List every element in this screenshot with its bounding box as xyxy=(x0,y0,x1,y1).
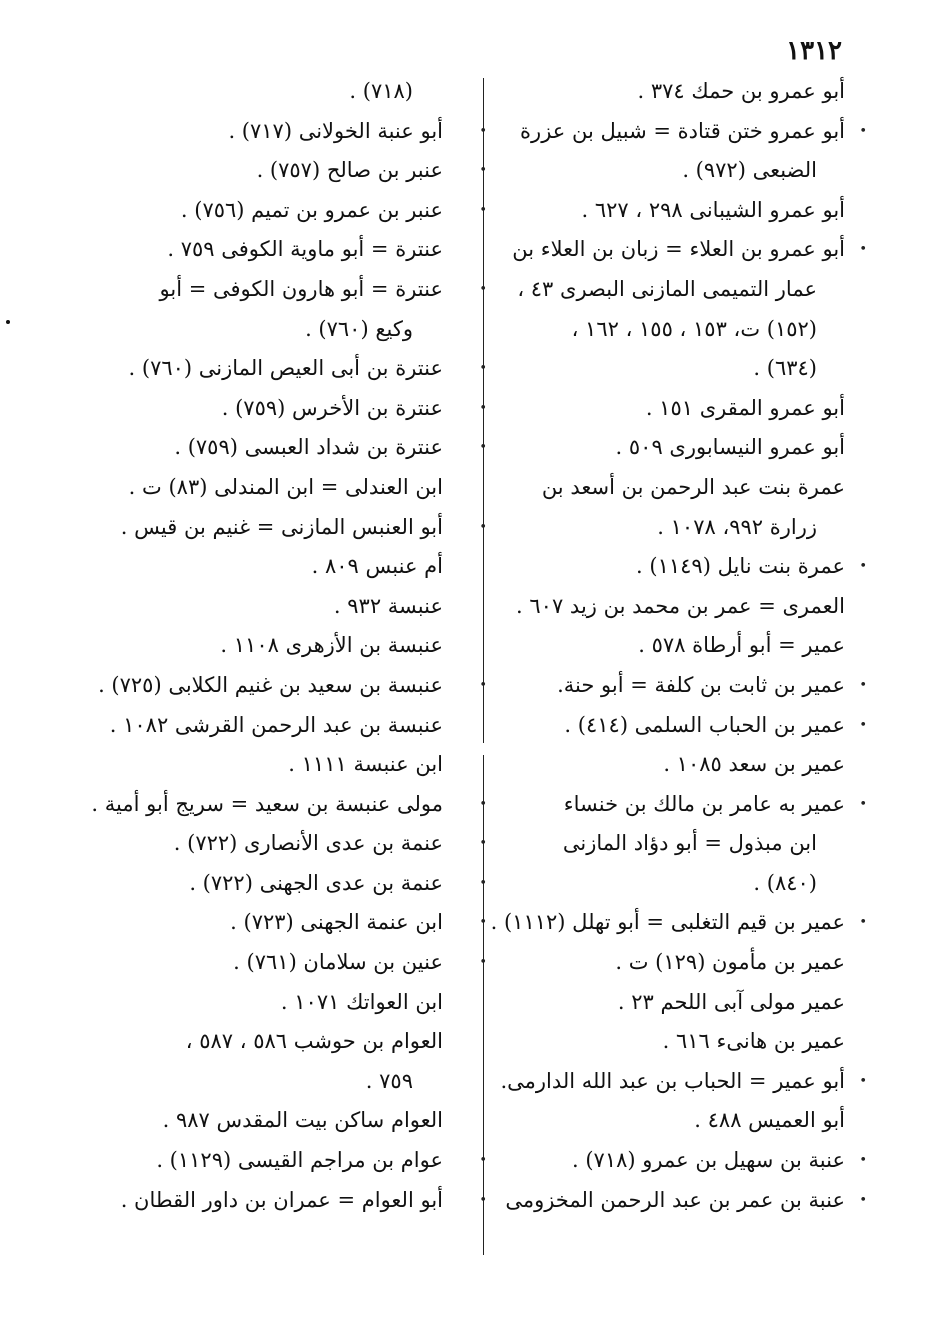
entry-text: (٨٤٠) . xyxy=(753,870,817,895)
entry-text: وكيع (٧٦٠) . xyxy=(305,316,413,341)
index-entry xyxy=(110,587,465,627)
index-entry xyxy=(110,706,465,746)
bullet-marker-icon: • xyxy=(479,875,487,891)
bullet-marker-icon: • xyxy=(859,915,867,931)
entry-text: عنترة بن الأخرس (٧٥٩) . xyxy=(221,395,443,420)
page-number: ١٣١٢ xyxy=(786,36,842,66)
bullet-marker-icon: • xyxy=(479,519,487,535)
index-entry xyxy=(110,230,465,270)
entry-text: ابن عنمة الجهنى (٧٢٣) . xyxy=(230,910,443,935)
index-entry xyxy=(500,191,845,231)
index-entry xyxy=(500,1062,867,1102)
margin-dot xyxy=(6,320,10,324)
index-entry xyxy=(110,983,465,1023)
entry-text: (٦٣٤) . xyxy=(753,356,817,381)
index-entry xyxy=(500,1101,845,1141)
entry-text: عمير به عامر بن مالك بن خنساء xyxy=(563,791,845,816)
index-entry xyxy=(500,468,845,508)
index-entry xyxy=(500,745,845,785)
index-entry xyxy=(91,785,487,825)
bullet-marker-icon: • xyxy=(479,202,487,218)
index-entry xyxy=(500,706,867,746)
index-entry xyxy=(500,112,867,152)
index-entry xyxy=(500,1141,867,1181)
index-entry xyxy=(500,310,845,350)
index-entry xyxy=(110,547,465,587)
right-column xyxy=(490,72,867,1220)
index-entry xyxy=(500,389,845,429)
bullet-marker-icon: • xyxy=(479,281,487,297)
index-entry xyxy=(500,864,845,904)
entry-text: عنمة بن عدى الأنصارى (٧٢٢) . xyxy=(173,831,443,856)
left-column xyxy=(91,72,487,1220)
index-entry xyxy=(110,428,487,468)
bullet-marker-icon: • xyxy=(479,1192,487,1208)
bullet-marker-icon: • xyxy=(479,1153,487,1169)
index-entry xyxy=(110,1101,465,1141)
index-entry xyxy=(500,983,845,1023)
entry-text: أم عنبس ٨٠٩ . xyxy=(311,554,443,579)
index-entry xyxy=(110,310,465,350)
index-entry xyxy=(500,72,845,112)
index-entry xyxy=(98,666,487,706)
entry-text: عمرة بنت عبد الرحمن بن أسعد بن xyxy=(541,474,845,499)
entry-text: ابن العندلى = ابن المندلى (٨٣) ت . xyxy=(128,474,443,499)
bullet-marker-icon: • xyxy=(859,1192,867,1208)
entry-text: عنبة بن عمر بن عبد الرحمن المخزومى xyxy=(505,1187,845,1212)
bullet-marker-icon: • xyxy=(479,796,487,812)
index-entry xyxy=(110,151,487,191)
entry-text: العمرى = عمر بن محمد بن زيد ٦٠٧ . xyxy=(516,593,845,618)
index-entry xyxy=(110,1181,487,1221)
index-entry xyxy=(110,626,465,666)
index-entry xyxy=(500,428,845,468)
entry-text: عنبة بن سهيل بن عمرو (٧١٨) . xyxy=(572,1148,845,1173)
index-entry xyxy=(110,72,465,112)
entry-text: عمير = أبو أرطاة ٥٧٨ . xyxy=(638,633,845,658)
bullet-marker-icon: • xyxy=(859,1153,867,1169)
entry-text: زرارة ٩٩٢، ١٠٧٨ . xyxy=(657,514,817,539)
index-entry xyxy=(500,785,867,825)
entry-text: أبو عمير = الحباب بن عبد الله الدارمى. xyxy=(500,1068,845,1093)
index-entry xyxy=(110,1062,465,1102)
bullet-marker-icon: • xyxy=(859,717,867,733)
entry-text: ابن عنبسة ١١١١ . xyxy=(288,752,443,777)
index-entry xyxy=(500,270,845,310)
index-entry xyxy=(110,270,487,310)
index-entry xyxy=(500,508,845,548)
entry-text: العوام بن حوشب ٥٨٦ ، ٥٨٧ ، xyxy=(185,1029,443,1054)
entry-text: أبو العوام = عمران بن داور القطان . xyxy=(120,1187,443,1212)
bullet-marker-icon: • xyxy=(479,955,487,971)
entry-text: عنترة = أبو هارون الكوفى = أبو xyxy=(159,276,443,301)
index-entry xyxy=(110,1022,465,1062)
index-entry xyxy=(500,151,845,191)
index-entry xyxy=(500,626,845,666)
bullet-marker-icon: • xyxy=(859,123,867,139)
bullet-marker-icon: • xyxy=(479,361,487,377)
bullet-marker-icon: • xyxy=(859,1073,867,1089)
entry-text: أبو عمرو المقرى ١٥١ . xyxy=(645,395,845,420)
entry-text: أبو عمرو بن حمك ٣٧٤ . xyxy=(637,79,845,103)
index-entry xyxy=(110,745,465,785)
index-entry xyxy=(500,943,845,983)
index-entry xyxy=(500,587,845,627)
entry-text: أبو عمرو الشيبانى ٢٩٨ ، ٦٢٧ . xyxy=(581,197,845,222)
entry-text: عنترة بن شداد العبسى (٧٥٩) . xyxy=(174,435,443,460)
index-entry xyxy=(490,903,867,943)
entry-text: عمير بن سعد ١٠٨٥ . xyxy=(663,752,845,777)
entry-text: ابن مبذول = أبو دؤاد المازنى xyxy=(562,831,817,856)
index-entry xyxy=(500,230,867,270)
entry-text: عمرة بنت نايل (١١٤٩) . xyxy=(636,554,845,579)
bullet-marker-icon: • xyxy=(859,796,867,812)
entry-text: عنبسة بن الأزهرى ١١٠٨ . xyxy=(220,633,443,658)
entry-text: عمير مولى آبى اللحم ٢٣ . xyxy=(617,989,845,1014)
entry-text: أبو عمرو ختن قتادة = شبيل بن عزرة xyxy=(520,118,845,143)
bullet-marker-icon: • xyxy=(859,559,867,575)
index-entry xyxy=(110,1141,487,1181)
index-entry xyxy=(110,508,487,548)
index-entry xyxy=(110,824,487,864)
entry-text: (١٥٢) ت، ١٥٣ ، ١٥٥ ، ١٦٢ ، xyxy=(571,316,817,341)
bullet-marker-icon: • xyxy=(479,123,487,139)
bullet-marker-icon: • xyxy=(859,242,867,258)
entry-text: مولى عنبسة بن سعيد = سريج أبو أمية . xyxy=(91,791,443,816)
bullet-marker-icon: • xyxy=(859,677,867,693)
index-entry xyxy=(110,349,487,389)
entry-text: عنبر بن عمرو بن تميم (٧٥٦) . xyxy=(180,197,443,222)
index-entry xyxy=(500,547,867,587)
entry-text: عنترة = أبو ماوية الكوفى ٧٥٩ . xyxy=(167,237,443,262)
entry-text: عوام بن مراجم القيسى (١١٢٩) . xyxy=(156,1148,443,1173)
entry-text: عنترة بن أبى العيص المازنى (٧٦٠) . xyxy=(128,356,443,381)
entry-text: عمير بن مأمون (١٢٩) ت . xyxy=(615,950,845,975)
index-entry xyxy=(110,864,487,904)
bullet-marker-icon: • xyxy=(479,163,487,179)
entry-text: (٧١٨) . xyxy=(349,79,413,103)
entry-text: العوام ساكن بيت المقدس ٩٨٧ . xyxy=(162,1108,443,1133)
entry-text: ٧٥٩ . xyxy=(365,1068,413,1093)
entry-text: ابن العواتك ١٠٧١ . xyxy=(280,989,443,1014)
entry-text: عمار التميمى المازنى البصرى ٤٣ ، xyxy=(517,276,817,301)
index-entry xyxy=(500,824,845,864)
bullet-marker-icon: • xyxy=(479,836,487,852)
entry-text: الضبعى (٩٧٢) . xyxy=(682,158,817,183)
entry-text: عنبسة بن سعيد بن غنيم الكلابى (٧٢٥) . xyxy=(98,672,443,697)
entry-text: أبو عنبة الخولانى (٧١٧) . xyxy=(228,118,443,143)
index-entry xyxy=(110,112,487,152)
entry-text: عنبسة بن عبد الرحمن القرشى ١٠٨٢ . xyxy=(109,712,443,737)
index-entry xyxy=(500,1181,867,1221)
entry-text: أبو عمرو بن العلاء = زبان بن العلاء بن xyxy=(512,237,845,262)
entry-text: عنمة بن عدى الجهنى (٧٢٢) . xyxy=(189,870,443,895)
entry-text: عمير بن قيم التغلبى = أبو تهلل (١١١٢) . xyxy=(490,910,845,935)
index-entry xyxy=(500,349,845,389)
bullet-marker-icon: • xyxy=(479,915,487,931)
index-entry xyxy=(110,943,487,983)
entry-text: أبو العميس ٤٨٨ . xyxy=(694,1108,845,1133)
entry-text: أبو العنبس المازنى = غنيم بن قيس . xyxy=(120,514,443,539)
bullet-marker-icon: • xyxy=(479,440,487,456)
entry-text: عمير بن الحباب السلمى (٤١٤) . xyxy=(564,712,845,737)
entry-text: عمير بن ثابت بن كلفة = أبو حنة. xyxy=(557,672,845,697)
index-entry xyxy=(110,389,487,429)
index-entry xyxy=(110,468,465,508)
entry-text: عنين بن سلامان (٧٦١) . xyxy=(233,950,443,975)
entry-text: عمير بن هانىء ٦١٦ . xyxy=(662,1029,845,1054)
index-entry xyxy=(500,666,867,706)
entry-text: أبو عمرو النيسابورى ٥٠٩ . xyxy=(615,435,845,460)
bullet-marker-icon: • xyxy=(479,677,487,693)
index-entry xyxy=(110,903,487,943)
entry-text: عنبر بن صالح (٧٥٧) . xyxy=(256,158,443,183)
index-entry xyxy=(500,1022,845,1062)
entry-text: عنبسة ٩٣٢ . xyxy=(333,593,443,618)
bullet-marker-icon: • xyxy=(479,400,487,416)
index-entry xyxy=(110,191,487,231)
